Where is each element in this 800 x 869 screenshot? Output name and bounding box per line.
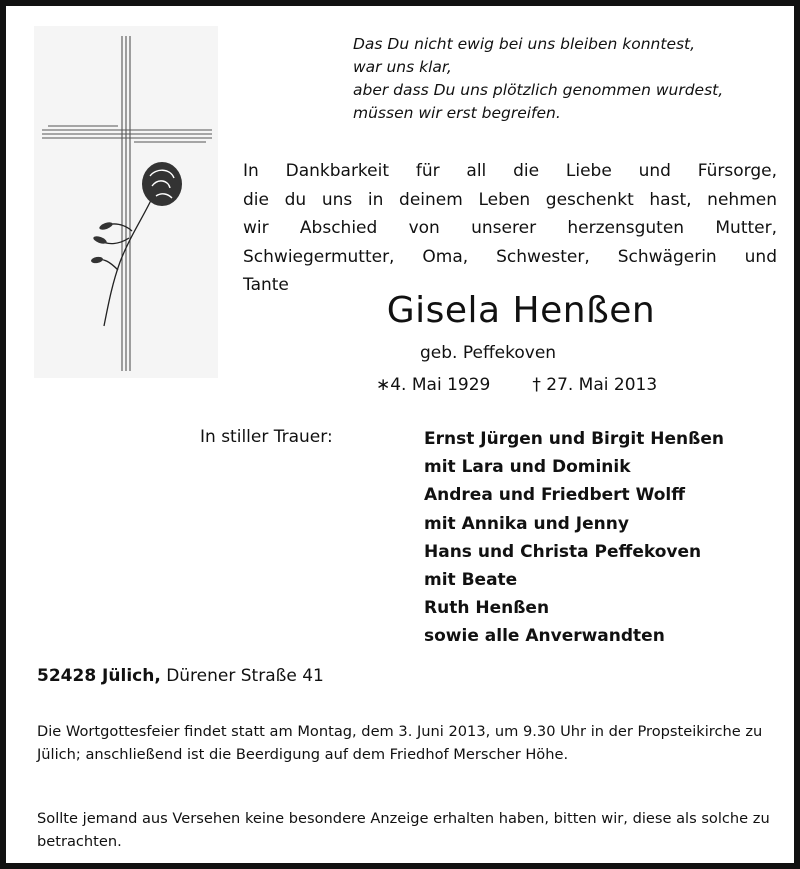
poem-line: Das Du nicht ewig bei uns bleiben konntest, bbox=[353, 35, 696, 53]
birth-date: ∗4. Mai 1929 bbox=[376, 375, 491, 395]
mourner-line: Ruth Henßen bbox=[424, 598, 550, 619]
no-notice-remark: Sollte jemand aus Versehen keine besondere Anzeige erhalten haben, bitten wir, diese als solche zu betrachten. bbox=[37, 810, 770, 850]
intro-line: Tante bbox=[243, 275, 289, 295]
mourner-line: mit Lara und Dominik bbox=[424, 457, 631, 478]
poem bbox=[353, 33, 773, 125]
mourner-line: mit Beate bbox=[424, 570, 518, 591]
address-city: 52428 Jülich, bbox=[37, 666, 161, 686]
life-dates bbox=[376, 375, 657, 395]
death-date: † 27. Mai 2013 bbox=[532, 375, 658, 395]
mourner-line: Ernst Jürgen und Birgit Henßen bbox=[424, 429, 725, 449]
address bbox=[37, 666, 324, 686]
mourner-line: Andrea und Friedbert Wolff bbox=[424, 485, 686, 506]
mourner-line: Hans und Christa Peffekoven bbox=[424, 541, 702, 562]
mourning-label: In stiller Trauer: bbox=[200, 427, 333, 447]
poem-line: war uns klar, bbox=[353, 58, 452, 76]
poem-line: müssen wir erst begreifen. bbox=[353, 104, 561, 122]
deceased-name: Gisela Henßen bbox=[386, 290, 656, 331]
intro-line: Schwiegermutter, Oma, Schwester, Schwägerin und bbox=[243, 246, 777, 267]
address-street: Dürener Straße 41 bbox=[166, 666, 324, 686]
intro-line: wir Abschied von unserer herzensguten Mutter, bbox=[243, 218, 777, 238]
intro-text bbox=[243, 157, 777, 300]
poem-line: aber dass Du uns plötzlich genommen wurdest, bbox=[353, 81, 724, 99]
birth-name: geb. Peffekoven bbox=[420, 343, 557, 363]
mourners-list bbox=[424, 425, 724, 651]
service-notice: Die Wortgottesfeier findet statt am Montag, dem 3. Juni 2013, um 9.30 Uhr in der Propsteikirche zu Jülich; anschließend ist die Beerdigung auf dem Friedhof Merscher Höhe. bbox=[37, 723, 763, 763]
mourner-line: sowie alle Anverwandten bbox=[424, 626, 665, 647]
intro-line: In Dankbarkeit für all die Liebe und Fürsorge, bbox=[243, 161, 777, 181]
mourner-line: mit Annika und Jenny bbox=[424, 513, 629, 534]
cross-with-rose-icon bbox=[34, 26, 218, 378]
intro-line: die du uns in deinem Leben geschenkt hast, nehmen bbox=[243, 189, 777, 210]
